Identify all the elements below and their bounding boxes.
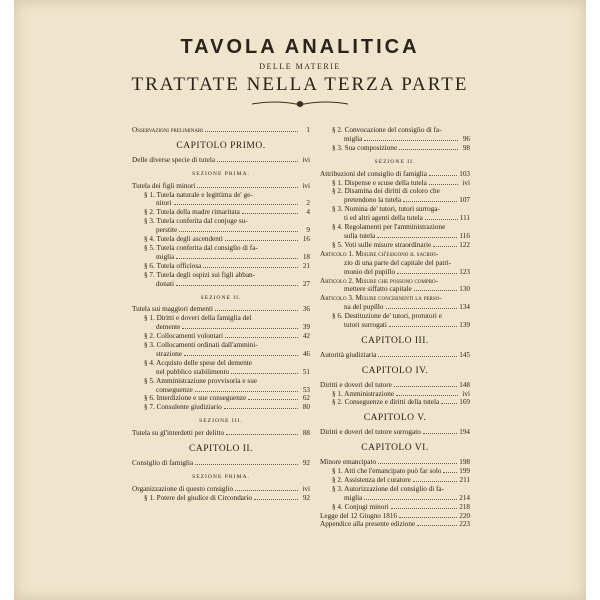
toc-entry: § 3. Sua composizione 98 — [332, 143, 470, 152]
toc-entry: § 2. Assistenza del curatore 211 — [332, 475, 470, 484]
toc-entry: § 2. Tutela della madre rimaritata 4 — [144, 208, 310, 217]
toc-entry: miglia 96 — [344, 134, 470, 143]
section-heading: SEZIONE PRIMA. — [192, 473, 250, 480]
toc-entry: § 4. Conjugi minori 218 — [332, 502, 470, 511]
section-heading: SEZIONE II. — [374, 158, 416, 165]
toc-entry: conseguenze 53 — [156, 385, 310, 394]
toc-entry: perstite 9 — [156, 226, 310, 235]
toc-entry: § 6. Destituzione de' tutori, protutori e — [332, 312, 442, 321]
toc-entry: ti ed altri agenti della tutela 111 — [344, 214, 470, 223]
toc-entry: § 3. Autorizzazione del consiglio di fa- — [332, 484, 444, 493]
section-heading: SEZIONE II. — [200, 294, 242, 301]
toc-entry: § 1. Atti che l'emancipato può far solo 199 — [332, 467, 470, 475]
toc-entry: na del pupillo 134 — [344, 303, 470, 312]
toc-entry: § 2. Disamina dei diritti di coloro che — [332, 187, 440, 196]
toc-entry: miglia 18 — [156, 252, 310, 261]
toc-entry: strazione 46 — [156, 349, 310, 358]
toc-entry: § 3. Collocamenti ordinati dall'ammini- — [144, 341, 258, 350]
toc-entry: Consiglio di famiglia 92 — [132, 459, 310, 467]
toc-right-column — [320, 126, 470, 529]
toc-entry: Minore emancipato 198 — [320, 458, 470, 467]
toc-entry: miglia 214 — [344, 493, 470, 502]
toc-entry: § 1. Amministrazione ivi — [332, 389, 470, 398]
toc-entry: demente 39 — [156, 323, 310, 332]
toc-entry: § 7. Consulente giudiziario 80 — [144, 403, 310, 412]
page-title: TAVOLA ANALITICA — [180, 36, 420, 58]
section-heading: SEZIONE PRIMA. — [192, 170, 250, 177]
toc-entry: § 2. Convocazione del consiglio di fa- — [332, 126, 442, 134]
toc-entry: tutori surrogati 139 — [344, 321, 470, 330]
toc-entry: Organizzazione di questo consiglio ivi — [132, 484, 310, 493]
chapter-heading: CAPITOLO PRIMO. — [176, 140, 266, 151]
toc-entry: § 2. Conseguenze e diritti della tutela 169 — [332, 398, 470, 407]
toc-entry: sulla tutela 116 — [344, 231, 470, 240]
chapter-heading: CAPITOLO III. — [361, 335, 429, 346]
toc-entry: § 3. Tutela conferita dal conjuge su- — [144, 217, 248, 226]
toc-entry: Autorità giudiziaria 145 — [320, 350, 470, 359]
toc-entry: Delle diverse specie di tutela ivi — [132, 155, 310, 164]
chapter-heading: CAPITOLO IV. — [361, 365, 429, 376]
chapter-heading: CAPITOLO V. — [363, 413, 427, 424]
toc-entry: § 1. Diritti e doveri della famiglia del — [144, 314, 252, 323]
toc-entry: monio del pupillo 123 — [344, 267, 470, 276]
toc-entry: donati 27 — [156, 279, 310, 288]
toc-entry: § 6. Interdizione e sue conseguenze 62 — [144, 394, 310, 403]
toc-entry: nel pubblico stabilimento 51 — [156, 367, 310, 376]
toc-entry: § 5. Tutela conferita dal consiglio di fa- — [144, 243, 258, 252]
toc-entry: Tutela su gl'interdetti per delitto 88 — [132, 429, 310, 438]
toc-entry: § 4. Regolamenti per l'amministrazione — [332, 223, 446, 232]
toc-entry: Articolo 1. Misure ch'esigono il sacrifi- — [320, 249, 439, 258]
toc-entry: § 1. Dispense e scuse della tutela ivi — [332, 178, 470, 187]
toc-entry: § 4. Acquisto delle spese del demente — [144, 358, 252, 367]
toc-entry: § 7. Tutela degli ospizi sui figli abban- — [144, 270, 255, 279]
chapter-heading: CAPITOLO II. — [189, 444, 253, 455]
toc-entry: Appendice alla presente edizione 223 — [320, 520, 470, 529]
toc-entry: § 6. Tutela officiosa 21 — [144, 261, 310, 270]
toc-entry: Tutela sui maggiori dementi 36 — [132, 305, 310, 314]
toc-entry: Diritti e doveri del tutore surrogato 194 — [320, 428, 470, 437]
toc-left-column — [132, 126, 310, 503]
toc-entry: § 4. Tutela degli ascendenti 16 — [144, 235, 310, 244]
page-subtitle: DELLE MATERIE — [259, 62, 341, 71]
toc-entry: zio di una parte del capitale del patri- — [344, 258, 452, 267]
ornament-divider — [250, 98, 350, 110]
section-heading: SEZIONE III. — [199, 418, 243, 425]
book-page — [14, 0, 586, 600]
toc-entry: § 3. Nomina de' tutori, tutori surroga- — [332, 205, 440, 214]
toc-entry: nitori 2 — [156, 199, 310, 208]
toc-entry: § 2. Collocamenti volontari 42 — [144, 332, 310, 341]
page-subtitle-main: TRATTATE NELLA TERZA PARTE — [131, 74, 469, 95]
toc-entry: mettere siffatto capitale 130 — [344, 285, 470, 294]
toc-entry: Articolo 2. Misure che possono compro- — [320, 276, 439, 285]
toc-entry: § 5. Voti sulle misure straordinarie 122 — [332, 240, 470, 249]
toc-entry: Tutela dei figli minori ivi — [132, 181, 310, 190]
toc-entry: § 1. Tutela naturale e legittima de' ge- — [144, 190, 253, 199]
toc-entry: Legge del 12 Giugno 1816 220 — [320, 511, 470, 520]
toc-entry: Osservazioni preliminari 1 — [132, 126, 310, 134]
toc-entry: § 1. Potere del giudice di Circondario 92 — [144, 493, 310, 502]
toc-entry: pretendono la tutela 107 — [344, 196, 470, 205]
toc-entry: § 5. Amministrazione provvisoria e sue — [144, 376, 257, 385]
toc-entry: Diritti e doveri del tutore 148 — [320, 380, 470, 389]
toc-entry: Attribuzioni del consiglio di famiglia 103 — [320, 169, 470, 178]
toc-entry: Articolo 3. Misure concernenti la perso- — [320, 294, 442, 303]
chapter-heading: CAPITOLO VI. — [361, 443, 429, 454]
